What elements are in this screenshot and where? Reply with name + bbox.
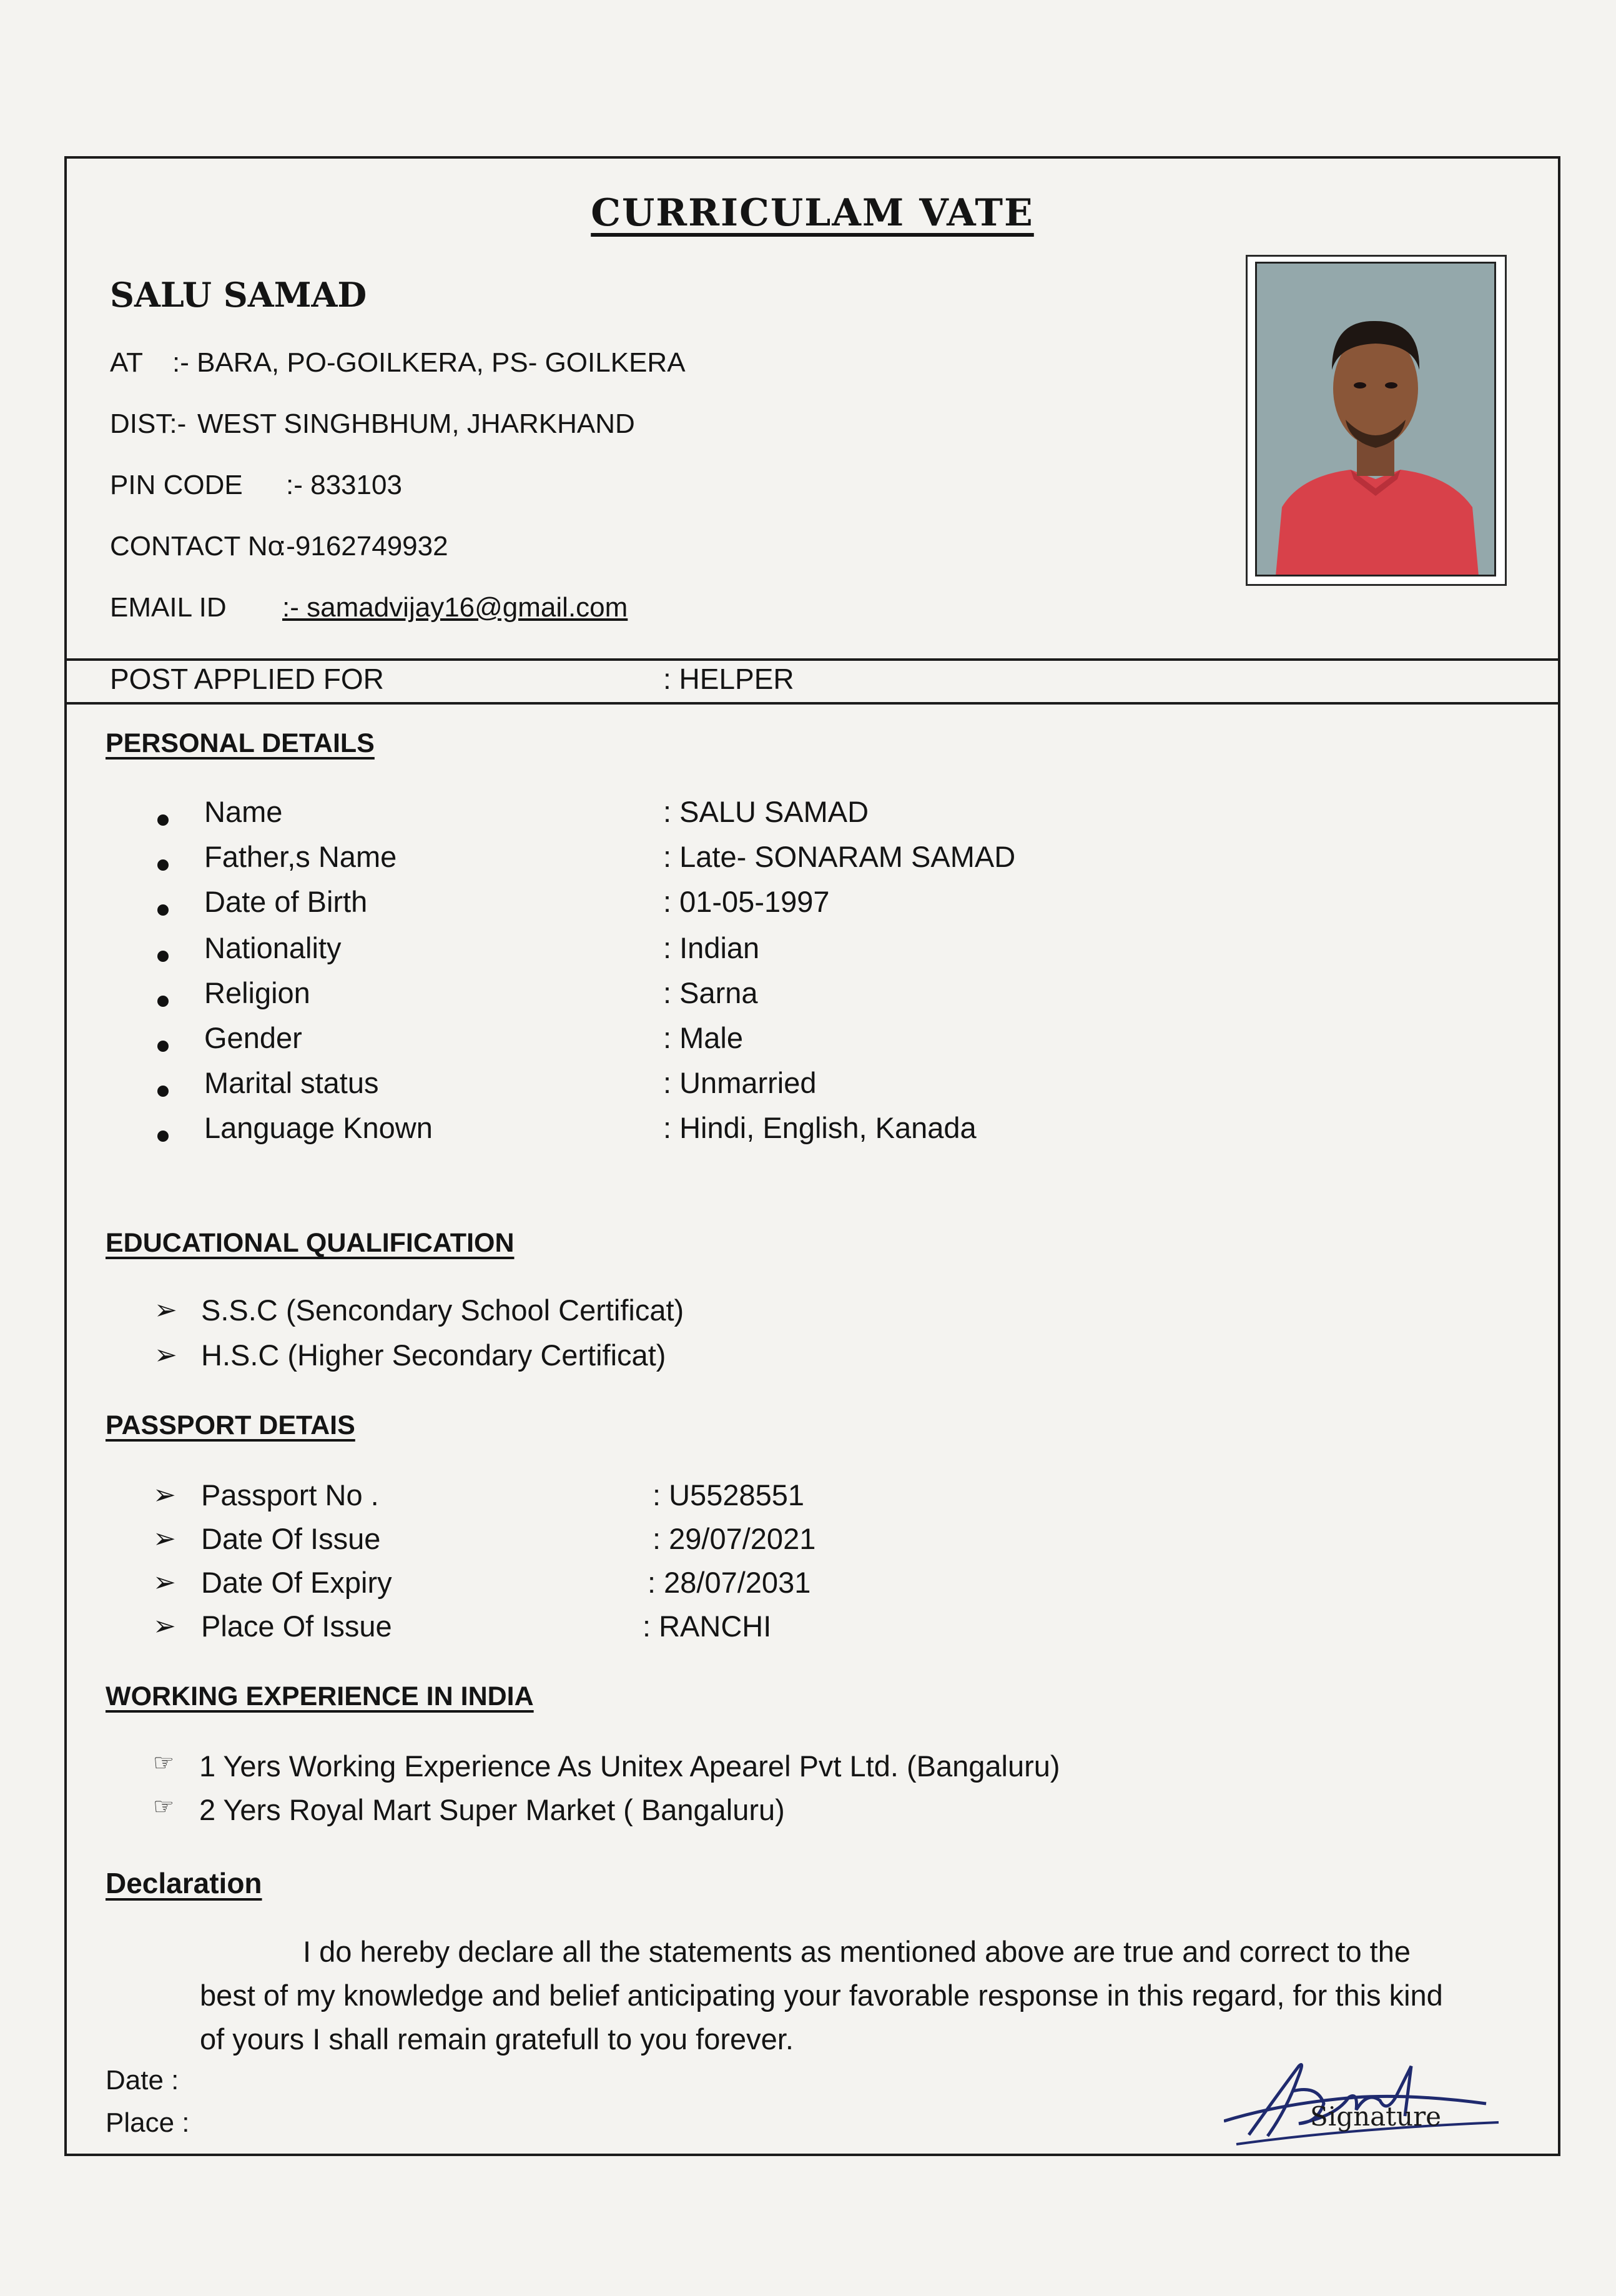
experience-heading: WORKING EXPERIENCE IN INDIA xyxy=(106,1681,534,1711)
signature-label: Signature xyxy=(1310,2101,1442,2132)
personal-label-religion: Religion xyxy=(204,976,310,1009)
address-line-email: EMAIL ID :- samadvijay16@gmail.com xyxy=(110,592,628,623)
experience-item-2: 2 Yers Royal Mart Super Market ( Bangaluru) xyxy=(199,1793,785,1826)
arrow-right-icon: ➢ xyxy=(153,1523,176,1554)
arrow-right-icon: ➢ xyxy=(153,1567,176,1598)
applicant-name-heading: SALU SAMAD xyxy=(110,275,367,315)
address-line-contact: CONTACT No :-9162749932 xyxy=(110,531,448,562)
passport-heading: PASSPORT DETAIS xyxy=(106,1410,355,1440)
place-label: Place : xyxy=(106,2107,190,2138)
document-title: CURRICULAM VATE xyxy=(591,191,1034,235)
personal-value-religion: : Sarna xyxy=(663,976,758,1009)
declaration-heading: Declaration xyxy=(106,1867,262,1899)
passport-value-expiry: : 28/07/2031 xyxy=(648,1566,811,1599)
date-label: Date : xyxy=(106,2065,179,2096)
address-line-dist: DIST:- WEST SINGHBHUM, JHARKHAND xyxy=(110,408,635,439)
bullet-dot xyxy=(157,859,169,871)
arrow-right-icon: ➢ xyxy=(153,1480,176,1510)
personal-label-nationality: Nationality xyxy=(204,931,342,964)
post-applied-value: : HELPER xyxy=(663,663,794,695)
post-applied-label: POST APPLIED FOR xyxy=(110,663,384,695)
personal-details-heading: PERSONAL DETAILS xyxy=(106,728,375,758)
pointing-hand-icon: ☞ xyxy=(153,1794,175,1820)
personal-value-name: : SALU SAMAD xyxy=(663,795,869,828)
passport-label-place: Place Of Issue xyxy=(201,1610,392,1643)
arrow-right-icon: ➢ xyxy=(154,1295,177,1325)
passport-value-number: : U5528551 xyxy=(653,1478,805,1512)
personal-label-father: Father,s Name xyxy=(204,840,397,873)
personal-value-nationality: : Indian xyxy=(663,931,760,964)
declaration-line-1: I do hereby declare all the statements as mentioned above are true and correct to the xyxy=(303,1935,1411,1968)
handwritten-signature xyxy=(1224,2054,1505,2147)
personal-value-dob: : 01-05-1997 xyxy=(663,885,830,918)
passport-value-issue: : 29/07/2021 xyxy=(653,1522,816,1555)
personal-label-name: Name xyxy=(204,795,283,828)
passport-value-place: : RANCHI xyxy=(643,1610,772,1643)
personal-value-gender: : Male xyxy=(663,1021,743,1054)
address-line-at: AT :- BARA, PO-GOILKERA, PS- GOILKERA xyxy=(110,347,686,378)
passport-label-number: Passport No . xyxy=(201,1478,379,1512)
personal-value-marital: : Unmarried xyxy=(663,1066,817,1099)
arrow-right-icon: ➢ xyxy=(154,1340,177,1370)
bullet-dot xyxy=(157,814,169,826)
divider-top xyxy=(67,658,1558,661)
applicant-photo xyxy=(1255,262,1496,576)
bullet-dot xyxy=(157,1041,169,1052)
declaration-line-2: best of my knowledge and belief anticipating your favorable response in this regard, for this kind xyxy=(200,1979,1443,2012)
arrow-right-icon: ➢ xyxy=(153,1611,176,1641)
email-link[interactable]: :- samadvijay16@gmail.com xyxy=(282,592,628,623)
declaration-line-3: of yours I shall remain gratefull to you forever. xyxy=(200,2022,794,2056)
pointing-hand-icon: ☞ xyxy=(153,1750,175,1776)
passport-label-expiry: Date Of Expiry xyxy=(201,1566,392,1599)
bullet-dot xyxy=(157,1086,169,1097)
personal-value-father: : Late- SONARAM SAMAD xyxy=(663,840,1016,873)
education-item-hsc: H.S.C (Higher Secondary Certificat) xyxy=(201,1339,666,1372)
divider-bottom xyxy=(67,702,1558,705)
personal-label-marital: Marital status xyxy=(204,1066,379,1099)
bullet-dot xyxy=(157,904,169,916)
bullet-dot xyxy=(157,996,169,1007)
education-item-ssc: S.S.C (Sencondary School Certificat) xyxy=(201,1294,684,1327)
bullet-dot xyxy=(157,1131,169,1142)
bullet-dot xyxy=(157,951,169,962)
personal-label-dob: Date of Birth xyxy=(204,885,368,918)
personal-label-gender: Gender xyxy=(204,1021,302,1054)
experience-item-1: 1 Yers Working Experience As Unitex Apearel Pvt Ltd. (Bangaluru) xyxy=(199,1749,1060,1783)
personal-label-language: Language Known xyxy=(204,1111,433,1144)
passport-label-issue: Date Of Issue xyxy=(201,1522,381,1555)
personal-value-language: : Hindi, English, Kanada xyxy=(663,1111,977,1144)
address-line-pincode: PIN CODE :- 833103 xyxy=(110,470,402,500)
education-heading: EDUCATIONAL QUALIFICATION xyxy=(106,1228,515,1258)
photo-frame xyxy=(1246,255,1507,586)
resume-sheet xyxy=(64,156,1560,2156)
